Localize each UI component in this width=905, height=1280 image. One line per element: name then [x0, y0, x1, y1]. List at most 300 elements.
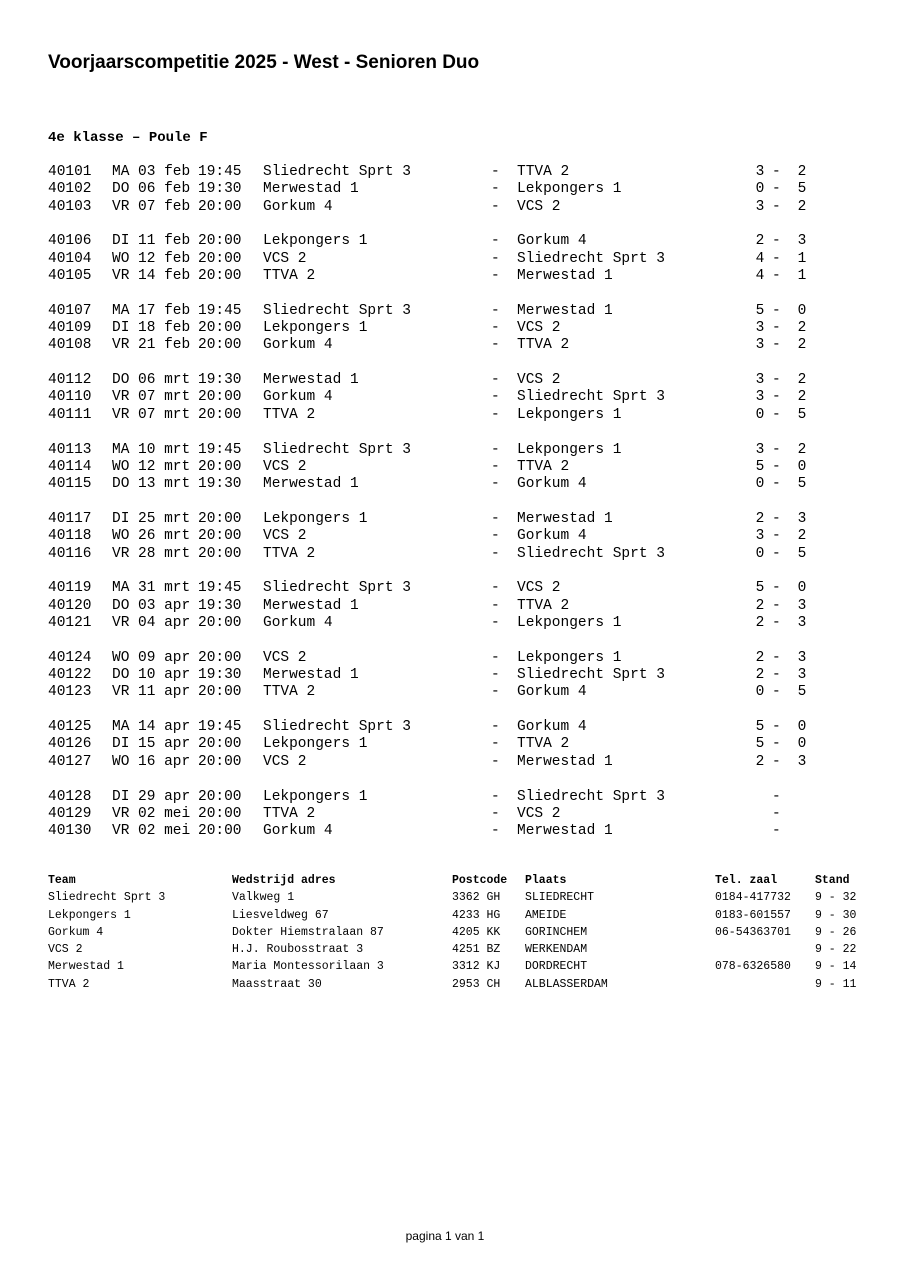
away-team: Gorkum 4 [517, 719, 587, 736]
match-separator: - [491, 233, 500, 250]
match-day: DO [112, 667, 130, 684]
away-team: Lekpongers 1 [517, 441, 622, 458]
match-day: VR [112, 198, 130, 215]
score-home: 4 [755, 267, 765, 284]
match-number: 40124 [48, 649, 92, 666]
score-away: 2 [797, 198, 807, 215]
team-address: Maria Montessorilaan 3 [232, 960, 384, 974]
match-time: 19:45 [198, 302, 242, 319]
match-separator: - [491, 614, 500, 631]
match-day: VR [112, 823, 130, 840]
score-separator: - [772, 181, 781, 198]
header-postcode: Postcode [452, 874, 508, 887]
match-date: 17 feb [138, 302, 191, 319]
score-separator: - [772, 736, 781, 753]
home-team: Gorkum 4 [263, 337, 333, 354]
match-round [0, 164, 905, 216]
score-home: 3 [755, 528, 765, 545]
team-address: H.J. Roubosstraat 3 [232, 943, 364, 957]
score-away: 2 [797, 528, 807, 545]
team-row [0, 889, 905, 906]
match-date: 12 mrt [138, 458, 191, 475]
score-home: 0 [755, 476, 765, 493]
away-team: Lekpongers 1 [517, 181, 622, 198]
score-separator: - [772, 823, 781, 840]
match-day: DO [112, 372, 130, 389]
score-away: 3 [797, 233, 807, 250]
home-team: TTVA 2 [263, 267, 316, 284]
score-separator: - [772, 250, 781, 267]
match-row [0, 303, 905, 320]
score-home: 3 [755, 320, 765, 337]
score-separator: - [772, 320, 781, 337]
score-separator: - [772, 545, 781, 562]
match-time: 19:45 [198, 441, 242, 458]
match-number: 40126 [48, 736, 92, 753]
match-date: 28 mrt [138, 545, 191, 562]
team-row [0, 976, 905, 993]
match-time: 20:00 [198, 198, 242, 215]
match-number: 40129 [48, 805, 92, 822]
away-team: Gorkum 4 [517, 233, 587, 250]
home-team: TTVA 2 [263, 805, 316, 822]
match-row [0, 667, 905, 684]
home-team: Merwestad 1 [263, 476, 359, 493]
match-time: 20:00 [198, 389, 242, 406]
score-away: 1 [797, 250, 807, 267]
score-away: 5 [797, 476, 807, 493]
match-round [0, 372, 905, 424]
match-row [0, 320, 905, 337]
away-team: Sliedrecht Sprt 3 [517, 250, 665, 267]
away-team: VCS 2 [517, 372, 561, 389]
match-day: MA [112, 441, 130, 458]
score-home: 3 [755, 164, 765, 180]
match-day: MA [112, 580, 130, 597]
team-tel: 06-54363701 [715, 925, 791, 939]
score-home: 3 [755, 441, 765, 458]
match-day: VR [112, 805, 130, 822]
match-row [0, 528, 905, 545]
match-time: 20:00 [198, 788, 242, 805]
away-team: VCS 2 [517, 198, 561, 215]
match-date: 13 mrt [138, 476, 191, 493]
match-row [0, 598, 905, 615]
match-day: VR [112, 545, 130, 562]
match-day: DI [112, 736, 130, 753]
match-date: 09 apr [138, 649, 191, 666]
match-date: 06 feb [138, 181, 191, 198]
home-team: Merwestad 1 [263, 597, 359, 614]
match-separator: - [491, 597, 500, 614]
match-separator: - [491, 545, 500, 562]
home-team: TTVA 2 [263, 406, 316, 423]
score-home: 2 [755, 649, 765, 666]
match-time: 20:00 [198, 320, 242, 337]
match-time: 20:00 [198, 649, 242, 666]
match-day: WO [112, 250, 130, 267]
score-separator: - [772, 164, 781, 180]
match-number: 40125 [48, 719, 92, 736]
match-separator: - [491, 528, 500, 545]
match-separator: - [491, 164, 500, 180]
match-date: 14 feb [138, 267, 191, 284]
match-time: 19:45 [198, 580, 242, 597]
match-number: 40111 [48, 406, 92, 423]
home-team: Gorkum 4 [263, 823, 333, 840]
score-separator: - [772, 458, 781, 475]
score-away: 3 [797, 614, 807, 631]
score-separator: - [772, 805, 781, 822]
score-separator: - [772, 267, 781, 284]
score-separator: - [772, 580, 781, 597]
away-team: Sliedrecht Sprt 3 [517, 545, 665, 562]
match-separator: - [491, 198, 500, 215]
match-day: WO [112, 458, 130, 475]
match-separator: - [491, 684, 500, 701]
home-team: Sliedrecht Sprt 3 [263, 719, 411, 736]
match-schedule [0, 164, 905, 858]
match-number: 40122 [48, 667, 92, 684]
poule-heading: 4e klasse – Poule F [48, 130, 208, 146]
score-home: 5 [755, 302, 765, 319]
match-date: 26 mrt [138, 528, 191, 545]
match-time: 20:00 [198, 736, 242, 753]
match-separator: - [491, 719, 500, 736]
match-date: 29 apr [138, 788, 191, 805]
home-team: Lekpongers 1 [263, 736, 368, 753]
match-row [0, 251, 905, 268]
match-time: 20:00 [198, 614, 242, 631]
team-postcode: 4233 HG [452, 908, 501, 922]
team-name: Gorkum 4 [48, 925, 104, 939]
team-address: Maasstraat 30 [232, 977, 322, 991]
home-team: Gorkum 4 [263, 614, 333, 631]
match-number: 40114 [48, 458, 92, 475]
home-team: TTVA 2 [263, 684, 316, 701]
team-place: SLIEDRECHT [525, 891, 595, 905]
score-home: 0 [755, 684, 765, 701]
match-separator: - [491, 372, 500, 389]
match-row [0, 806, 905, 823]
score-away: 5 [797, 181, 807, 198]
match-row [0, 615, 905, 632]
score-home: 3 [755, 337, 765, 354]
team-stand: 9 - 11 [815, 977, 857, 991]
match-number: 40113 [48, 441, 92, 458]
match-day: VR [112, 337, 130, 354]
score-away: 5 [797, 545, 807, 562]
home-team: Lekpongers 1 [263, 320, 368, 337]
match-row [0, 719, 905, 736]
match-day: DI [112, 233, 130, 250]
team-place: GORINCHEM [525, 925, 588, 939]
match-row [0, 511, 905, 528]
match-separator: - [491, 649, 500, 666]
match-time: 20:00 [198, 545, 242, 562]
away-team: Merwestad 1 [517, 267, 613, 284]
match-round [0, 789, 905, 841]
team-postcode: 3312 KJ [452, 960, 501, 974]
team-postcode: 3362 GH [452, 891, 501, 905]
match-time: 20:00 [198, 528, 242, 545]
match-number: 40106 [48, 233, 92, 250]
match-date: 03 apr [138, 597, 191, 614]
away-team: Gorkum 4 [517, 684, 587, 701]
score-separator: - [772, 302, 781, 319]
team-postcode: 4205 KK [452, 925, 501, 939]
home-team: Sliedrecht Sprt 3 [263, 302, 411, 319]
score-away: 3 [797, 667, 807, 684]
match-row [0, 233, 905, 250]
match-row [0, 736, 905, 753]
score-home: 0 [755, 406, 765, 423]
teams-table-body [0, 889, 905, 993]
match-number: 40121 [48, 614, 92, 631]
score-separator: - [772, 597, 781, 614]
home-team: VCS 2 [263, 649, 307, 666]
team-stand: 9 - 32 [815, 891, 857, 905]
team-row [0, 941, 905, 958]
match-date: 15 apr [138, 736, 191, 753]
team-stand: 9 - 26 [815, 925, 857, 939]
away-team: TTVA 2 [517, 597, 570, 614]
score-away: 2 [797, 389, 807, 406]
home-team: TTVA 2 [263, 545, 316, 562]
match-time: 19:30 [198, 597, 242, 614]
away-team: TTVA 2 [517, 736, 570, 753]
team-place: WERKENDAM [525, 943, 588, 957]
team-name: Merwestad 1 [48, 960, 124, 974]
score-separator: - [772, 337, 781, 354]
header-address: Wedstrijd adres [232, 874, 336, 887]
match-day: DO [112, 181, 130, 198]
match-number: 40118 [48, 528, 92, 545]
match-day: DO [112, 476, 130, 493]
away-team: Sliedrecht Sprt 3 [517, 667, 665, 684]
match-separator: - [491, 389, 500, 406]
match-row [0, 268, 905, 285]
home-team: Lekpongers 1 [263, 233, 368, 250]
away-team: Sliedrecht Sprt 3 [517, 788, 665, 805]
match-round [0, 233, 905, 285]
team-name: Lekpongers 1 [48, 908, 131, 922]
home-team: Gorkum 4 [263, 389, 333, 406]
away-team: Merwestad 1 [517, 510, 613, 527]
match-date: 04 apr [138, 614, 191, 631]
match-time: 20:00 [198, 805, 242, 822]
match-time: 20:00 [198, 337, 242, 354]
score-home: 5 [755, 736, 765, 753]
team-place: AMEIDE [525, 908, 567, 922]
match-round [0, 442, 905, 494]
home-team: Merwestad 1 [263, 181, 359, 198]
match-number: 40116 [48, 545, 92, 562]
match-separator: - [491, 823, 500, 840]
score-away: 3 [797, 510, 807, 527]
team-place: DORDRECHT [525, 960, 588, 974]
teams-table [0, 872, 905, 993]
match-date: 11 feb [138, 233, 191, 250]
home-team: Sliedrecht Sprt 3 [263, 164, 411, 180]
score-separator: - [772, 233, 781, 250]
match-row [0, 181, 905, 198]
score-away: 2 [797, 441, 807, 458]
score-separator: - [772, 198, 781, 215]
score-away: 0 [797, 736, 807, 753]
score-away: 3 [797, 649, 807, 666]
match-date: 14 apr [138, 719, 191, 736]
match-row [0, 823, 905, 840]
match-number: 40128 [48, 788, 92, 805]
match-date: 02 mei [138, 805, 191, 822]
match-row [0, 459, 905, 476]
score-home: 2 [755, 597, 765, 614]
away-team: VCS 2 [517, 580, 561, 597]
match-separator: - [491, 476, 500, 493]
match-separator: - [491, 510, 500, 527]
match-day: VR [112, 684, 130, 701]
score-away: 1 [797, 267, 807, 284]
score-away: 0 [797, 302, 807, 319]
score-away: 2 [797, 337, 807, 354]
match-row [0, 407, 905, 424]
home-team: Merwestad 1 [263, 372, 359, 389]
match-row [0, 372, 905, 389]
match-row [0, 789, 905, 806]
match-number: 40104 [48, 250, 92, 267]
match-row [0, 199, 905, 216]
score-separator: - [772, 476, 781, 493]
match-round [0, 650, 905, 702]
match-day: WO [112, 649, 130, 666]
match-day: DI [112, 510, 130, 527]
home-team: Lekpongers 1 [263, 788, 368, 805]
away-team: Sliedrecht Sprt 3 [517, 389, 665, 406]
score-separator: - [772, 389, 781, 406]
match-separator: - [491, 406, 500, 423]
match-time: 19:45 [198, 164, 242, 180]
match-date: 02 mei [138, 823, 191, 840]
home-team: VCS 2 [263, 753, 307, 770]
match-day: VR [112, 267, 130, 284]
match-number: 40107 [48, 302, 92, 319]
match-date: 07 mrt [138, 389, 191, 406]
match-date: 07 mrt [138, 406, 191, 423]
page-number: pagina 1 van 1 [405, 1229, 485, 1243]
match-day: VR [112, 406, 130, 423]
match-day: MA [112, 164, 130, 180]
score-separator: - [772, 667, 781, 684]
match-number: 40112 [48, 372, 92, 389]
match-time: 20:00 [198, 753, 242, 770]
away-team: VCS 2 [517, 320, 561, 337]
home-team: Sliedrecht Sprt 3 [263, 580, 411, 597]
match-date: 10 apr [138, 667, 191, 684]
score-home: 2 [755, 510, 765, 527]
match-number: 40115 [48, 476, 92, 493]
score-away: 2 [797, 164, 807, 180]
match-day: WO [112, 528, 130, 545]
team-postcode: 4251 BZ [452, 943, 501, 957]
match-day: VR [112, 614, 130, 631]
match-date: 03 feb [138, 164, 191, 180]
match-date: 31 mrt [138, 580, 191, 597]
team-row [0, 958, 905, 975]
away-team: Merwestad 1 [517, 823, 613, 840]
match-round [0, 719, 905, 771]
score-home: 5 [755, 580, 765, 597]
score-home: 0 [755, 181, 765, 198]
score-separator: - [772, 719, 781, 736]
score-home: 5 [755, 458, 765, 475]
team-name: TTVA 2 [48, 977, 90, 991]
away-team: TTVA 2 [517, 337, 570, 354]
score-separator: - [772, 406, 781, 423]
match-separator: - [491, 250, 500, 267]
match-time: 20:00 [198, 510, 242, 527]
match-separator: - [491, 805, 500, 822]
team-place: ALBLASSERDAM [525, 977, 608, 991]
match-time: 20:00 [198, 684, 242, 701]
match-separator: - [491, 788, 500, 805]
match-round [0, 303, 905, 355]
team-tel: 0184-417732 [715, 891, 791, 905]
match-row [0, 389, 905, 406]
match-number: 40109 [48, 320, 92, 337]
match-time: 19:30 [198, 372, 242, 389]
away-team: VCS 2 [517, 805, 561, 822]
team-stand: 9 - 30 [815, 908, 857, 922]
match-date: 12 feb [138, 250, 191, 267]
match-day: MA [112, 302, 130, 319]
match-date: 18 feb [138, 320, 191, 337]
match-separator: - [491, 458, 500, 475]
match-date: 11 apr [138, 684, 191, 701]
match-number: 40103 [48, 198, 92, 215]
match-row [0, 754, 905, 771]
score-separator: - [772, 510, 781, 527]
match-number: 40108 [48, 337, 92, 354]
team-tel: 0183-601557 [715, 908, 791, 922]
match-day: VR [112, 389, 130, 406]
team-postcode: 2953 CH [452, 977, 501, 991]
match-separator: - [491, 302, 500, 319]
match-separator: - [491, 320, 500, 337]
home-team: VCS 2 [263, 250, 307, 267]
score-home: 3 [755, 389, 765, 406]
match-day: WO [112, 753, 130, 770]
match-date: 16 apr [138, 753, 191, 770]
match-separator: - [491, 580, 500, 597]
team-stand: 9 - 22 [815, 943, 857, 957]
team-row [0, 924, 905, 941]
team-name: Sliedrecht Sprt 3 [48, 891, 166, 905]
match-day: DI [112, 320, 130, 337]
match-time: 20:00 [198, 458, 242, 475]
match-time: 19:30 [198, 181, 242, 198]
match-time: 20:00 [198, 250, 242, 267]
match-time: 19:45 [198, 719, 242, 736]
match-separator: - [491, 267, 500, 284]
match-number: 40120 [48, 597, 92, 614]
match-date: 25 mrt [138, 510, 191, 527]
score-separator: - [772, 649, 781, 666]
match-separator: - [491, 736, 500, 753]
score-separator: - [772, 614, 781, 631]
away-team: Merwestad 1 [517, 753, 613, 770]
match-row [0, 650, 905, 667]
